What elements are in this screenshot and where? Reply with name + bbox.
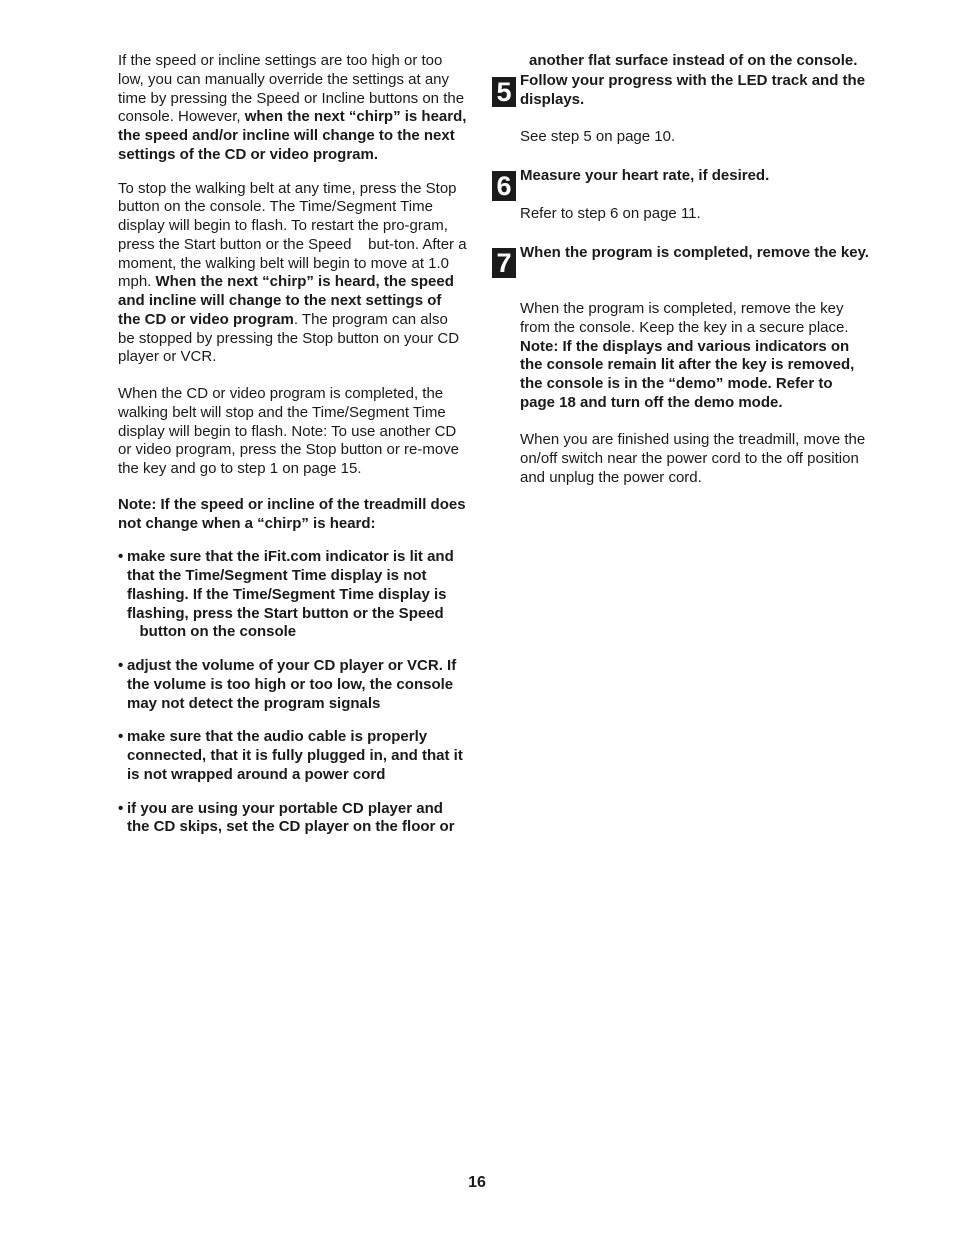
step-6-heading: Measure your heart rate, if desired. bbox=[520, 167, 770, 184]
note-chirp: Note: If the speed or incline of the treadmill does not change when a “chirp” is heard: bbox=[118, 495, 466, 532]
step-6-body: Refer to step 6 on page 11. bbox=[520, 205, 701, 222]
step-7-heading: When the program is completed, remove the key. bbox=[520, 244, 869, 261]
manual-override-text: If the speed or incline settings are too high or too low, you can manually override the settings at any time by pressing the Speed or Incline buttons on the console. However, bbox=[118, 52, 465, 126]
stop-belt-text-b: . The program can also be stopped by pressing the Stop button on your CD player or VCR. bbox=[118, 310, 460, 366]
step-5-heading: Follow your progress with the LED track and the displays. bbox=[520, 72, 866, 108]
bullet-icon: • bbox=[118, 799, 124, 817]
list-item-text: if you are using your portable CD player and the CD skips, set the CD player on the floor or bbox=[127, 799, 455, 836]
page-number: 16 bbox=[468, 1174, 486, 1191]
list-item-text: adjust the volume of your CD player or VCR. If the volume is too high or too low, the console may not detect the program signals bbox=[127, 657, 457, 712]
step-7-body bbox=[520, 300, 870, 413]
list-item bbox=[118, 800, 468, 838]
list-item bbox=[118, 728, 468, 784]
step-7-demo-note: Note: If the displays and various indicators on the console remain lit after the key is removed, the console is in the “demo” mode. Refer to page 18 and turn off the demo mode. bbox=[520, 337, 855, 411]
step-7-body-text: When the program is completed, remove the key from the console. Keep the key in a secure place. bbox=[520, 300, 849, 336]
paragraph-stop-belt bbox=[118, 180, 468, 368]
stop-belt-bold: When the next “chirp” is heard, the speed and incline will change to the next settings of the CD or video program bbox=[118, 273, 454, 328]
step-5-body: See step 5 on page 10. bbox=[520, 128, 676, 145]
list-item-text: make sure that the audio cable is properly connected, that it is fully plugged in, and that it is not wrapped around a power cord bbox=[127, 728, 463, 783]
list-item bbox=[118, 548, 468, 642]
step-5-badge: 5 bbox=[492, 77, 516, 107]
bullet-icon: • bbox=[118, 548, 124, 566]
left-column bbox=[118, 52, 468, 837]
continuation-text: another flat surface instead of on the console. bbox=[529, 52, 858, 69]
step-7-finish-text: When you are finished using the treadmill, move the on/off switch near the power cord to the off position and unplug the power cord. bbox=[520, 431, 866, 486]
bullet-icon: • bbox=[118, 657, 124, 674]
stop-belt-text-a: To stop the walking belt at any time, press the Stop button on the console. The Time/Segment Time display will begin to flash. To restart the pro-gram, press the Start button or the Speed but-ton. After a moment, the walking belt will begin to move at 1.0 mph. bbox=[118, 179, 467, 291]
manual-override-bold: when the next “chirp” is heard, the speed and/or incline will change to the next settings of the CD or video program. bbox=[118, 108, 467, 163]
list-item-text: make sure that the iFit.com indicator is lit and that the Time/Segment Time display is not flashing. If the Time/Segment Time display is flashing, press the Start button or the Speed button on the console bbox=[127, 548, 454, 641]
list-item bbox=[118, 657, 468, 713]
step-6-badge: 6 bbox=[492, 171, 516, 201]
paragraph-manual-override bbox=[118, 52, 468, 165]
bullet-icon: • bbox=[118, 728, 124, 746]
step-7-badge: 7 bbox=[492, 248, 516, 278]
paragraph-program-completed: When the CD or video program is completed, the walking belt will stop and the Time/Segment Time display will begin to flash. Note: To use another CD or video program, press the Stop button or re-move the key and go to step 1 on page 15. bbox=[118, 385, 460, 477]
